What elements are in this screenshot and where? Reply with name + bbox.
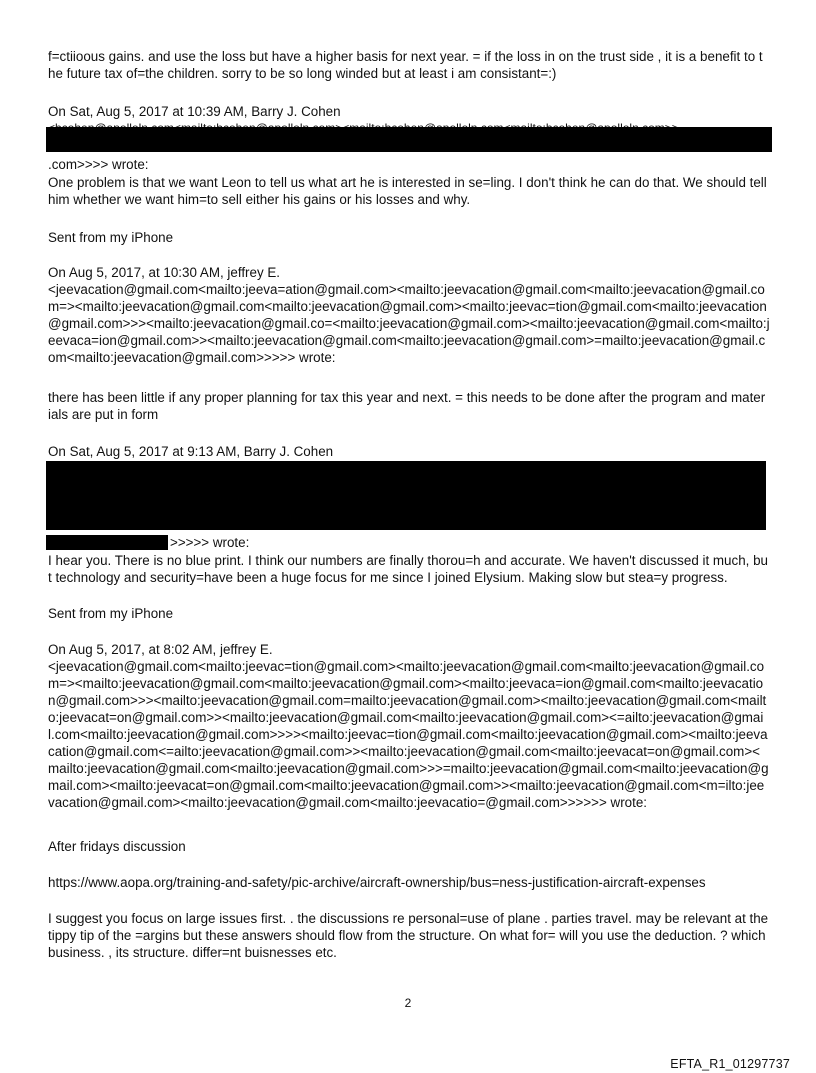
email-body-paragraph: there has been little if any proper planning for tax this year and next. = this needs to be done after the program and materials are put in form [48, 390, 766, 422]
email-header-line: On Sat, Aug 5, 2017 at 10:39 AM, Barry J. Cohen [48, 104, 341, 119]
document-id: EFTA_R1_01297737 [670, 1057, 790, 1071]
email-header-line: >>>>> wrote: [170, 535, 250, 550]
redaction-box [46, 535, 168, 550]
email-body-paragraph: One problem is that we want Leon to tell us what art he is interested in se=ling. I don't think he can do that. We should tell him whether we want him=to sell either his gains or his losses and why. [48, 175, 767, 207]
email-body-paragraph: f=ctiioous gains. and use the loss but have a higher basis for next year. = if the loss in on the trust side , it is a benefit to the future tax of=the children. sorry to be so long winded but at least i am consistant=:) [48, 49, 763, 81]
email-body-paragraph: After fridays discussion [48, 839, 186, 854]
email-body-paragraph: I hear you. There is no blue print. I think our numbers are finally thorou=h and accurate. We haven't discussed it much, but technology and security=have been a huge focus for me since I joined Elysium. Making slow but stea=y progress. [48, 553, 768, 585]
url-line: https://www.aopa.org/training-and-safety/pic-archive/aircraft-ownership/bus=ness-justification-aircraft-expenses [48, 875, 706, 890]
email-header-line: On Sat, Aug 5, 2017 at 9:13 AM, Barry J. Cohen [48, 444, 334, 459]
redaction-box [46, 127, 772, 152]
page-number: 2 [404, 996, 412, 1010]
email-body-paragraph: I suggest you focus on large issues first. . the discussions re personal=use of plane . parties travel. may be relevant at the tippy tip of the =argins but these answers should flow from the structure. On what for= will you use the deduction. ? which business. , its structure. differ=nt buisnesses etc. [48, 911, 769, 960]
email-address-block: <jeevacation@gmail.com<mailto:jeevac=tion@gmail.com><mailto:jeevacation@gmail.com<mailto:jeevacation@gmail.com=><mailto:jeevacation@gmail.com<mailto:jeevacation@gmail.com><mailto:jeevaca=ion@gmail.com<mailto:jeevacation@gmail.com>>><mailto:jeevacation@gmail.com=mailto:jeevacation@gmail.com><mailto:jeevacation@gmail.com<mailto:jeevacat=on@gmail.com>><mailto:jeevacation@gmail.com<mailto:jeevacation@gmail.com><=ailto:jeevacation@gmail.com<mailto:jeevacation@gmail.com>>>><mailto:jeevac=tion@gmail.com<mailto:jeevacation@gmail.com><mailto:jeevacation@gmail.com<=ailto:jeevacation@gmail.com>><mailto:jeevacation@gmail.com<mailto:jeevacat=on@gmail.com><mailto:jeevacation@gmail.com<mailto:jeevacation@gmail.com>>>=mailto:jeevacation@gmail.com<mailto:jeevacation@gmail.com><mailto:jeevacat=on@gmail.com<mailto:jeevacation@gmail.com>><mailto:jeevacation@gmail.com<m=ilto:jeevacation@gmail.com><mailto:jeevacation@gmail.com<mailto:jeevacatio=@gmail.com>>>>>> wrote: [48, 659, 769, 810]
redaction-box [46, 461, 766, 530]
email-header-line: On Aug 5, 2017, at 10:30 AM, jeffrey E. [48, 265, 281, 280]
email-header-line: On Aug 5, 2017, at 8:02 AM, jeffrey E. [48, 642, 273, 657]
email-address-block: <jeevacation@gmail.com<mailto:jeeva=ation@gmail.com><mailto:jeevacation@gmail.com<mailto:jeevacation@gmail.com=><mailto:jeevacation@gmail.com<mailto:jeevacation@gmail.com><mailto:jeevac=tion@gmail.com<mailto:jeevacation@gmail.com>>><mailto:jeevacation@gmail.co=<mailto:jeevacation@gmail.com><mailto:jeevacation@gmail.com<mailto:jeevaca=ion@gmail.com>><mailto:jeevacation@gmail.com<mailto:jeevacation@gmail.com>=mailto:jeevacation@gmail.com<mailto:jeevacation@gmail.com>>>>> wrote: [48, 282, 770, 365]
email-signature: Sent from my iPhone [48, 606, 174, 621]
email-signature: Sent from my iPhone [48, 230, 174, 245]
email-header-line: .com>>>> wrote: [48, 157, 149, 172]
